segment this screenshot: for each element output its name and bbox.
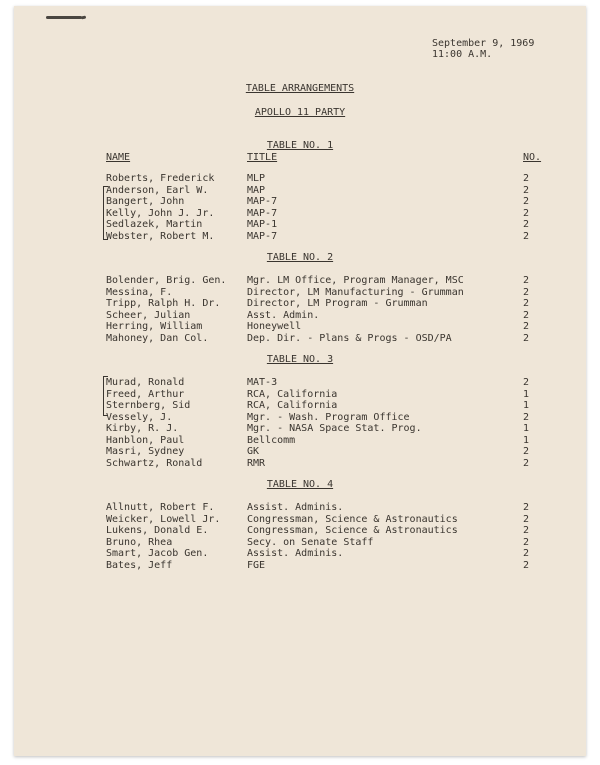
guest-title: Assist. Adminis. bbox=[247, 548, 344, 559]
guest-count: 2 bbox=[523, 525, 530, 536]
table-4-heading: TABLE NO. 4 bbox=[266, 479, 334, 490]
guest-count: 2 bbox=[523, 286, 530, 298]
guest-name: Bangert, John bbox=[106, 196, 185, 207]
guest-title: Congressman, Science & Astronautics bbox=[247, 525, 458, 536]
table-2-heading: TABLE NO. 2 bbox=[266, 252, 334, 263]
guest-name: Allnutt, Robert F. bbox=[106, 502, 215, 513]
guest-name: Bates, Jeff bbox=[106, 559, 173, 571]
guest-title: Assist. Adminis. bbox=[247, 502, 344, 513]
table-row bbox=[14, 514, 586, 525]
guest-title: GK bbox=[247, 446, 260, 457]
guest-name: Masri, Sydney bbox=[106, 446, 185, 457]
date-text: September 9, 1969 bbox=[432, 38, 535, 49]
column-header-no: NO. bbox=[523, 152, 542, 163]
table-1-heading: TABLE NO. 1 bbox=[266, 140, 334, 151]
table-row bbox=[14, 231, 586, 242]
guest-name: Messina, F. bbox=[106, 286, 173, 298]
guest-name: Weicker, Lowell Jr. bbox=[106, 513, 221, 525]
guest-count: 2 bbox=[523, 536, 530, 548]
guest-count: 2 bbox=[523, 502, 530, 513]
guest-count: 1 bbox=[523, 423, 530, 434]
table-row bbox=[14, 219, 586, 230]
guest-count: 2 bbox=[523, 513, 530, 525]
guest-title: Honeywell bbox=[247, 321, 302, 332]
guest-count: 1 bbox=[523, 434, 530, 446]
guest-count: 2 bbox=[523, 309, 530, 321]
guest-count: 2 bbox=[523, 230, 530, 242]
column-header-name: NAME bbox=[106, 152, 131, 163]
table-row bbox=[14, 412, 586, 423]
table-row bbox=[14, 446, 586, 457]
guest-name: Tripp, Ralph H. Dr. bbox=[106, 298, 221, 309]
guest-name: Bolender, Brig. Gen. bbox=[106, 275, 227, 286]
guest-title: Congressman, Science & Astronautics bbox=[247, 513, 458, 525]
table-row bbox=[14, 435, 586, 446]
guest-name: Webster, Robert M. bbox=[106, 230, 215, 242]
guest-count: 2 bbox=[523, 446, 530, 457]
date-block bbox=[432, 38, 534, 61]
guest-title: RMR bbox=[247, 457, 266, 469]
guest-name: Mahoney, Dan Col. bbox=[106, 332, 209, 344]
guest-title: Dep. Dir. - Plans & Progs - OSD/PA bbox=[247, 332, 452, 344]
table-row bbox=[14, 537, 586, 548]
guest-title: MAP-7 bbox=[247, 196, 278, 207]
guest-name: Anderson, Earl W. bbox=[106, 184, 209, 196]
guest-title: Director, LM Manufacturing - Grumman bbox=[247, 286, 464, 298]
guest-name: Murad, Ronald bbox=[106, 377, 185, 388]
guest-count: 2 bbox=[523, 548, 530, 559]
guest-name: Vessely, J. bbox=[106, 411, 173, 423]
table-3-heading: TABLE NO. 3 bbox=[266, 354, 334, 365]
table-row bbox=[14, 560, 586, 571]
guest-title: MAP bbox=[247, 184, 266, 196]
table-row bbox=[14, 173, 586, 184]
guest-count: 2 bbox=[523, 457, 530, 469]
guest-name: Hanblon, Paul bbox=[106, 434, 185, 446]
guest-name: Kirby, R. J. bbox=[106, 423, 179, 434]
guest-count: 2 bbox=[523, 321, 530, 332]
guest-name: Kelly, John J. Jr. bbox=[106, 207, 215, 219]
document-page bbox=[14, 6, 586, 756]
guest-count: 1 bbox=[523, 400, 530, 411]
table-row bbox=[14, 525, 586, 536]
table-row bbox=[14, 321, 586, 332]
table-row bbox=[14, 458, 586, 469]
guest-title: MAP-7 bbox=[247, 230, 278, 242]
guest-title: RCA, California bbox=[247, 388, 338, 400]
guest-name: Herring, William bbox=[106, 321, 203, 332]
time-text: 11:00 A.M. bbox=[432, 49, 493, 61]
guest-title: MAP-7 bbox=[247, 207, 278, 219]
guest-name: Sedlazek, Martin bbox=[106, 219, 203, 230]
guest-title: Asst. Admin. bbox=[247, 309, 320, 321]
staple-icon bbox=[46, 16, 82, 19]
guest-name: Sternberg, Sid bbox=[106, 400, 191, 411]
guest-count: 2 bbox=[523, 196, 530, 207]
guest-name: Freed, Arthur bbox=[106, 388, 185, 400]
guest-title: MAP-1 bbox=[247, 219, 278, 230]
table-row bbox=[14, 502, 586, 513]
guest-count: 2 bbox=[523, 219, 530, 230]
table-row bbox=[14, 400, 586, 411]
guest-count: 2 bbox=[523, 173, 530, 184]
table-row bbox=[14, 377, 586, 388]
guest-name: Smart, Jacob Gen. bbox=[106, 548, 209, 559]
table-row bbox=[14, 548, 586, 559]
guest-name: Roberts, Frederick bbox=[106, 173, 215, 184]
table-row bbox=[14, 333, 586, 344]
table-row bbox=[14, 423, 586, 434]
table-row bbox=[14, 196, 586, 207]
guest-title: Mgr. - Wash. Program Office bbox=[247, 411, 410, 423]
guest-title: Mgr. - NASA Space Stat. Prog. bbox=[247, 423, 422, 434]
guest-name: Lukens, Donald E. bbox=[106, 525, 209, 536]
table-row bbox=[14, 298, 586, 309]
guest-title: MAT-3 bbox=[247, 377, 278, 388]
guest-title: Bellcomm bbox=[247, 434, 296, 446]
guest-title: Secy. on Senate Staff bbox=[247, 536, 374, 548]
guest-name: Scheer, Julian bbox=[106, 309, 191, 321]
guest-name: Schwartz, Ronald bbox=[106, 457, 203, 469]
guest-count: 2 bbox=[523, 298, 530, 309]
guest-title: Director, LM Program - Grumman bbox=[247, 298, 428, 309]
guest-title: FGE bbox=[247, 559, 266, 571]
guest-count: 2 bbox=[523, 377, 530, 388]
guest-count: 2 bbox=[523, 559, 530, 571]
guest-count: 1 bbox=[523, 388, 530, 400]
table-row bbox=[14, 185, 586, 196]
table-row bbox=[14, 275, 586, 286]
document-subtitle: APOLLO 11 PARTY bbox=[254, 107, 346, 118]
guest-title: RCA, California bbox=[247, 400, 338, 411]
table-row bbox=[14, 287, 586, 298]
guest-name: Bruno, Rhea bbox=[106, 536, 173, 548]
table-row bbox=[14, 389, 586, 400]
column-header-title: TITLE bbox=[247, 152, 278, 163]
table-row bbox=[14, 208, 586, 219]
guest-count: 2 bbox=[523, 207, 530, 219]
guest-title: MLP bbox=[247, 173, 266, 184]
table-row bbox=[14, 310, 586, 321]
guest-count: 2 bbox=[523, 411, 530, 423]
guest-count: 2 bbox=[523, 332, 530, 344]
guest-title: Mgr. LM Office, Program Manager, MSC bbox=[247, 275, 464, 286]
column-header-row bbox=[14, 152, 586, 163]
document-title: TABLE ARRANGEMENTS bbox=[245, 83, 355, 94]
guest-count: 2 bbox=[523, 275, 530, 286]
guest-count: 2 bbox=[523, 184, 530, 196]
